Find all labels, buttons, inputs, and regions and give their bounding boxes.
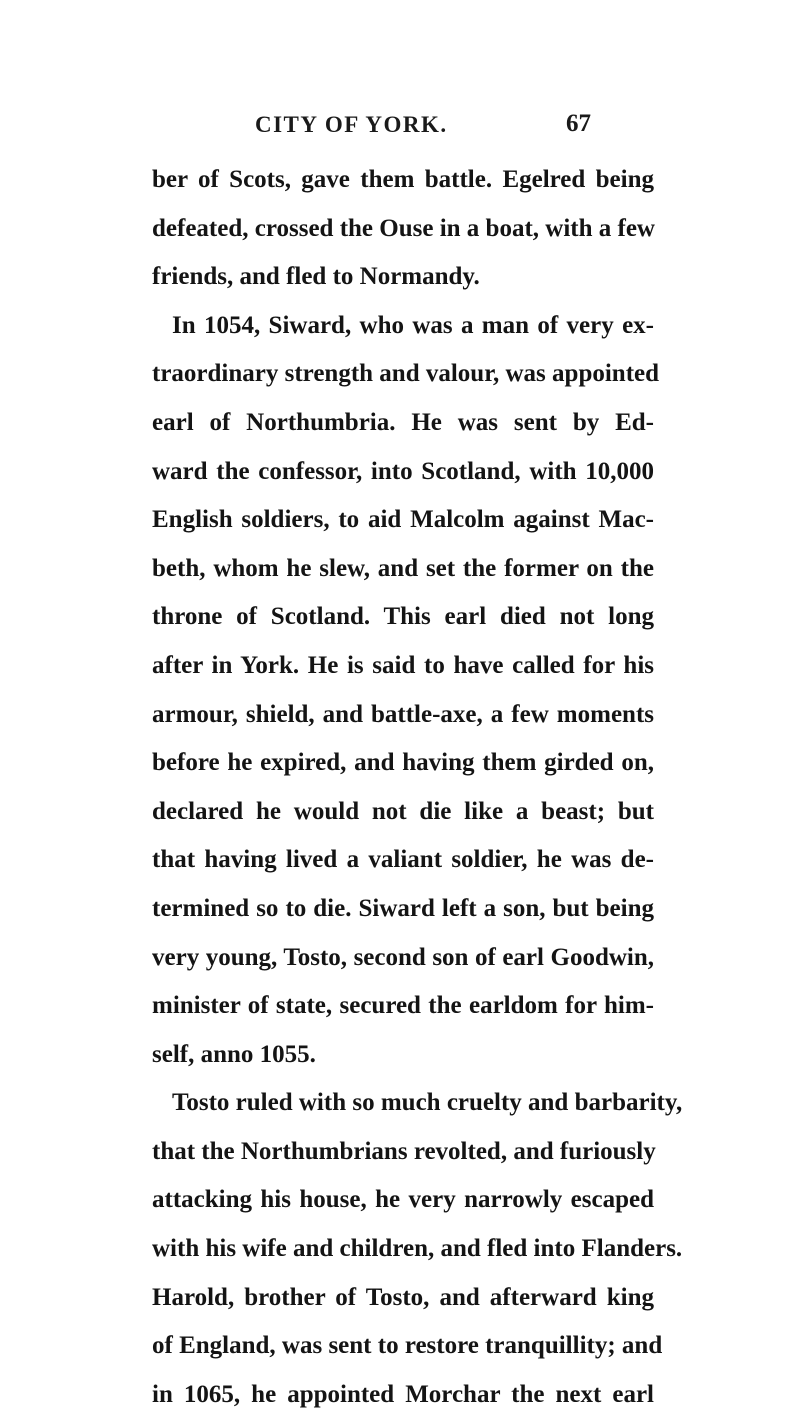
text-line: Harold, brother of Tosto, and afterward king <box>152 1283 654 1311</box>
body-text <box>152 156 683 1419</box>
text-line: very young, Tosto, second son of earl Goodwin, <box>152 943 654 971</box>
page-number: 67 <box>566 110 591 137</box>
text-line: that the Northumbrians revolted, and furiously <box>152 1137 656 1165</box>
text-line: Tosto ruled with so much cruelty and barbarity, <box>172 1089 683 1117</box>
text-line: with his wife and children, and fled into Flanders. <box>152 1235 683 1263</box>
text-line: earl of Northumbria. He was sent by Ed- <box>152 408 654 436</box>
text-line: minister of state, secured the earldom for him- <box>152 992 654 1020</box>
text-line: before he expired, and having them girded on, <box>152 749 654 777</box>
text-line: declared he would not die like a beast; but <box>152 797 654 825</box>
text-line: beth, whom he slew, and set the former on the <box>152 554 654 582</box>
text-line: English soldiers, to aid Malcolm against Mac- <box>152 506 654 534</box>
text-line: after in York. He is said to have called for his <box>152 651 654 679</box>
text-line: defeated, crossed the Ouse in a boat, with a few <box>152 214 655 242</box>
text-line: termined so to die. Siward left a son, but being <box>152 894 654 922</box>
running-head: CITY OF YORK. <box>255 112 448 137</box>
text-line: throne of Scotland. This earl died not long <box>152 603 654 631</box>
text-line: of England, was sent to restore tranquillity; and <box>152 1332 663 1360</box>
text-line: that having lived a valiant soldier, he was de- <box>152 846 654 874</box>
text-line: self, anno 1055. <box>152 1040 316 1068</box>
text-line: friends, and fled to Normandy. <box>152 263 480 291</box>
text-line: armour, shield, and battle-axe, a few moments <box>152 700 654 728</box>
text-line: In 1054, Siward, who was a man of very ex- <box>172 311 654 339</box>
text-line: ward the confessor, into Scotland, with 10,000 <box>152 457 654 485</box>
text-line: ber of Scots, gave them battle. Egelred being <box>152 166 654 193</box>
text-line: in 1065, he appointed Morchar the next earl <box>152 1380 654 1408</box>
text-line: attacking his house, he very narrowly escaped <box>152 1186 654 1214</box>
text-line: traordinary strength and valour, was appointed <box>152 360 660 388</box>
